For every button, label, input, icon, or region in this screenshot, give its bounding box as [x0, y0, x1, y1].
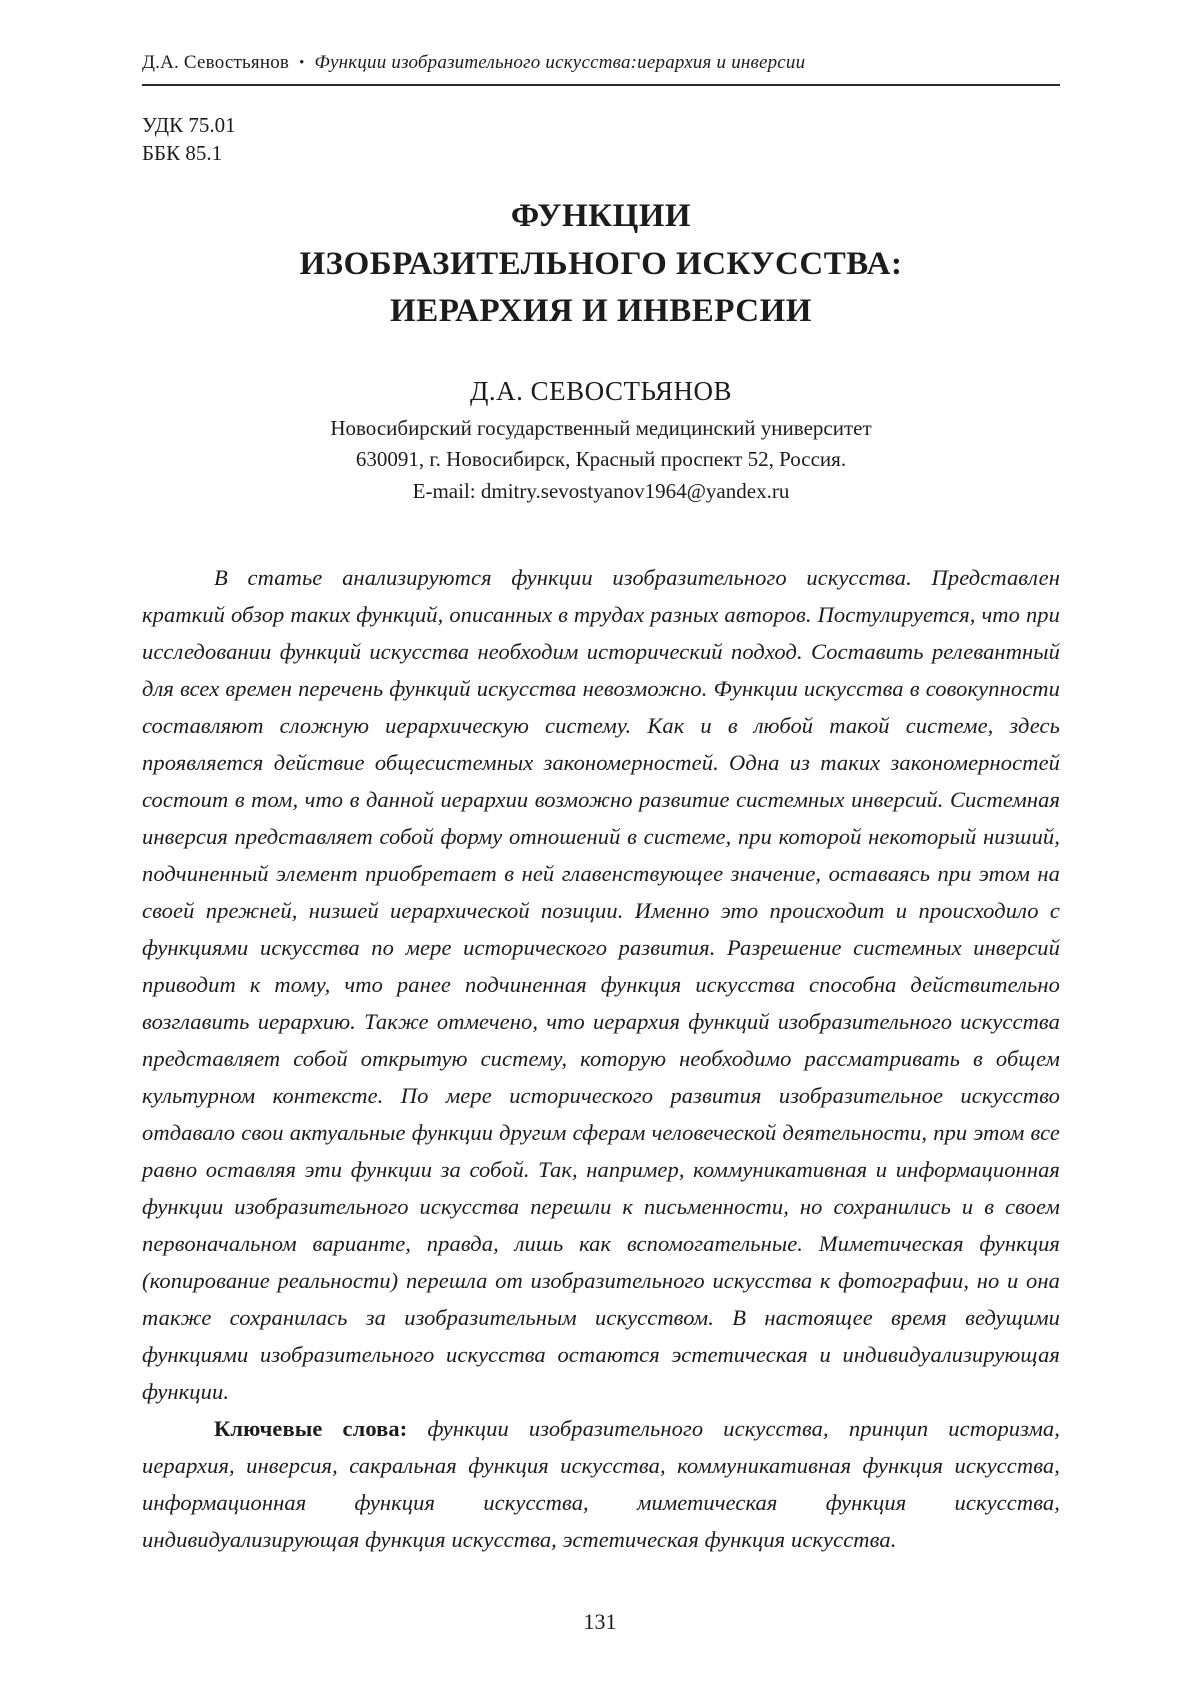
- article-title-line-1: ФУНКЦИИ: [510, 198, 692, 235]
- affiliation-address: 630091, г. Новосибирск, Красный проспект 52, Россия.: [355, 447, 847, 472]
- affiliation-block: [142, 413, 1060, 508]
- keywords-text: функции изобразительного искусства, принцип историзма, иерархия, инверсия, сакральная функция искусства, коммуникативная функция искусства, информационная функция искусства, миметическая функция искусства, индивидуализирующая функция искусства, эстетическая функция искусства.: [142, 1416, 1060, 1553]
- article-title-line-3: ИЕРАРХИЯ И ИНВЕРСИИ: [390, 293, 812, 330]
- affiliation-email: E-mail: dmitry.sevostyanov1964@yandex.ru: [412, 478, 790, 503]
- running-header-title: Функции изобразительного искусства:иерархия и инверсии: [314, 52, 806, 73]
- udk-code: УДК 75.01: [142, 113, 236, 137]
- affiliation-institution: Новосибирский государственный медицинский университет: [330, 415, 872, 440]
- running-header: [142, 52, 1060, 86]
- keywords-paragraph: [142, 1410, 1060, 1558]
- article-title: [142, 193, 1060, 336]
- bbk-code: ББК 85.1: [142, 140, 223, 165]
- page-number: 131: [583, 1609, 617, 1634]
- author-name: Д.А. СЕВОСТЬЯНОВ: [469, 375, 733, 406]
- keywords-label: Ключевые слова:: [214, 1416, 408, 1442]
- article-title-line-2: ИЗОБРАЗИТЕЛЬНОГО ИСКУССТВА:: [299, 245, 903, 282]
- abstract-paragraph: В статье анализируются функции изобразительного искусства. Представлен краткий обзор таких функций, описанных в трудах разных авторов. Постулируется, что при исследовании функций искусства необходим исторический подход. Составить релевантный для всех времен перечень функций искусства невозможно. Функции искусства в совокупности составляют сложную иерархическую систему. Как и в любой такой системе, здесь проявляется действие общесистемных закономерностей. Одна из таких закономерностей состоит в том, что в данной иерархии возможно развитие системных инверсий. Системная инверсия представляет собой форму отношений в системе, при которой некоторый низший, подчиненный элемент приобретает в ней главенствующее значение, оставаясь при этом на своей прежней, низшей иерархической позиции. Именно это происходит и происходило с функциями искусства по мере исторического развития. Разрешение системных инверсий приводит к тому, что ранее подчиненная функция искусства способна действительно возглавить иерархию. Также отмечено, что иерархия функций изобразительного искусства представляет собой открытую систему, которую необходимо рассматривать в общем культурном контексте. По мере исторического развития изобразительное искусство отдавало свои актуальные функции другим сферам человеческой деятельности, при этом все равно оставляя эти функции за собой. Так, например, коммуникативная и информационная функции изобразительного искусства перешли к письменности, но сохранились и в своем первоначальном варианте, правда, лишь как вспомогательные. Миметическая функция (копирование реальности) перешла от изобразительного искусства к фотографии, но и она также сохранилась за изобразительным искусством. В настоящее время ведущими функциями изобразительного искусства остаются эстетическая и индивидуализирующая функции.: [142, 565, 1060, 1405]
- running-header-author: Д.А. Севостьянов: [142, 52, 290, 73]
- header-bullet-separator: •: [299, 55, 305, 71]
- classification-codes: [142, 112, 1060, 167]
